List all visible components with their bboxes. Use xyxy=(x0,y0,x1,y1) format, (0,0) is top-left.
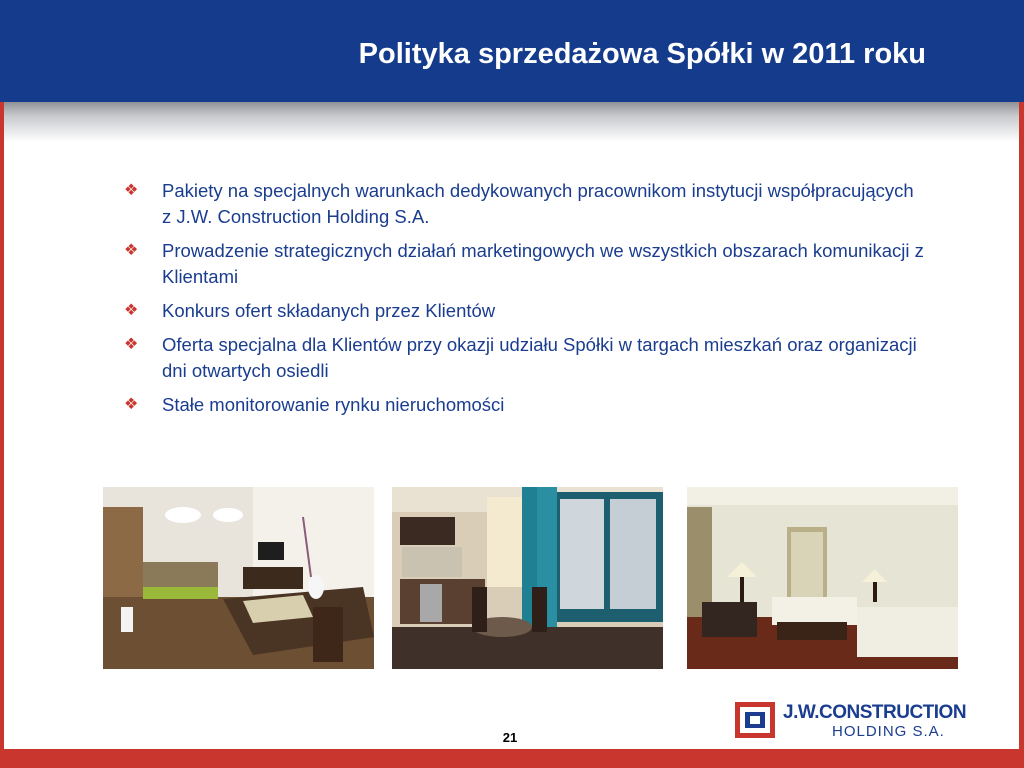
photo-lounge xyxy=(687,487,958,669)
bullet-item xyxy=(124,238,924,290)
diamond-bullet-icon: ❖ xyxy=(124,242,139,259)
bullet-text: Oferta specjalna dla Klientów przy okazji udziału Spółki w targach mieszkań oraz organizacji dni otwartych osiedli xyxy=(162,334,917,381)
bullet-item xyxy=(124,298,924,324)
frame-bottom-border xyxy=(0,749,1024,768)
diamond-bullet-icon: ❖ xyxy=(124,302,139,319)
bullet-list xyxy=(124,178,924,426)
photo-kitchen xyxy=(392,487,663,669)
diamond-bullet-icon: ❖ xyxy=(124,396,139,413)
bullet-text: Stałe monitorowanie rynku nieruchomości xyxy=(162,394,505,415)
frame-left-border xyxy=(0,102,4,752)
diamond-bullet-icon: ❖ xyxy=(124,336,139,353)
bullet-item xyxy=(124,332,924,384)
slide-title: Polityka sprzedażowa Spółki w 2011 roku xyxy=(358,38,926,70)
diamond-bullet-icon: ❖ xyxy=(124,182,139,199)
bullet-text: Konkurs ofert składanych przez Klientów xyxy=(162,300,496,321)
logo-text-primary: J.W.CONSTRUCTION xyxy=(783,702,967,723)
logo-text-secondary: HOLDING S.A. xyxy=(832,723,945,740)
bullet-item xyxy=(124,178,924,230)
logo-square-icon xyxy=(735,702,775,738)
header-bar xyxy=(0,0,1024,102)
frame-right-border xyxy=(1019,102,1024,752)
header-shadow xyxy=(0,102,1024,142)
bullet-item xyxy=(124,392,924,418)
page-number: 21 xyxy=(502,730,518,745)
bullet-text: Pakiety na specjalnych warunkach dedykowanych pracownikom instytucji współpracujących z J.W. Construction Holding S.A. xyxy=(162,180,914,227)
bullet-text: Prowadzenie strategicznych działań marketingowych we wszystkich obszarach komunikacji z Klientami xyxy=(162,240,924,287)
company-logo xyxy=(735,702,1000,744)
photo-living-room xyxy=(103,487,374,669)
